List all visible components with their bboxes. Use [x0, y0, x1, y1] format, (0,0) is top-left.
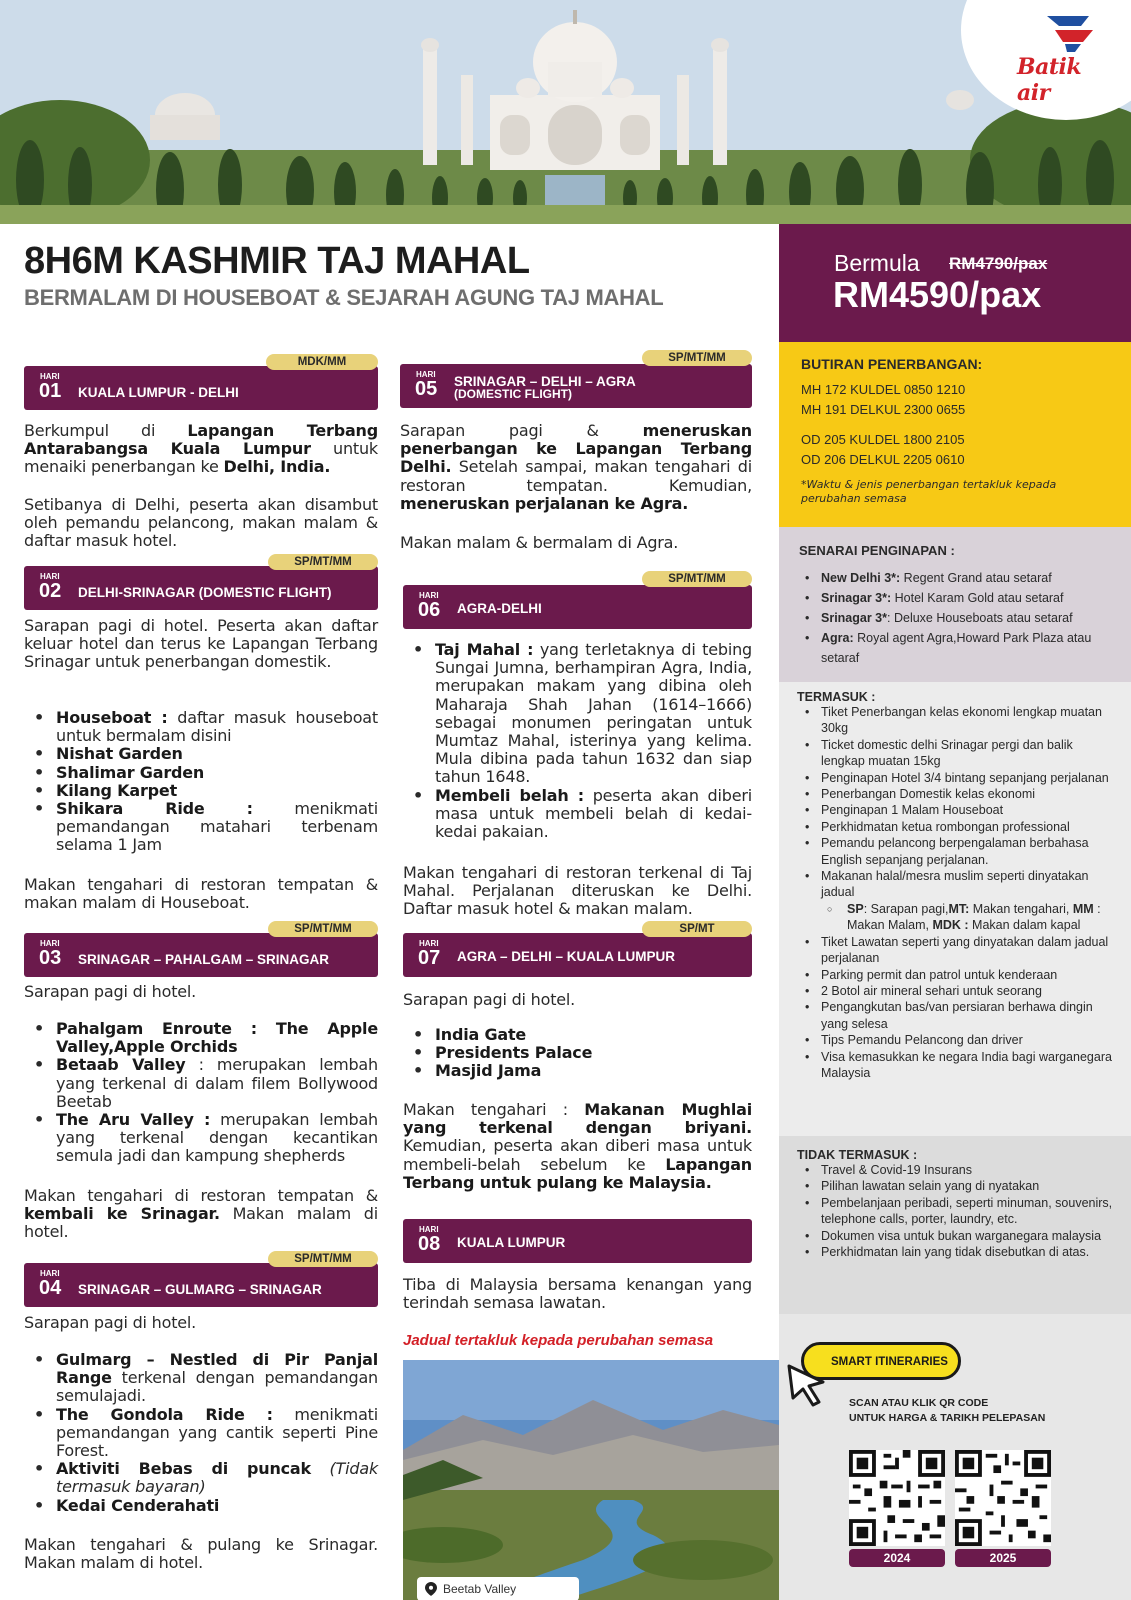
- list-item: • The Gondola Ride : menikmati pemandangan yang cantik seperti Pine Forest.: [24, 1406, 378, 1461]
- list-item: • Pahalgam Enroute : The Apple Valley,Apple Orchids: [24, 1020, 378, 1056]
- list-item: • Pengangkutan bas/van persiaran berhawa dingin yang selesa: [797, 999, 1113, 1032]
- day5-meals: Makan malam & bermalam di Agra.: [400, 533, 679, 552]
- day7-list: [403, 1026, 752, 1081]
- day3-meals: Makan tengahari di restoran tempatan & kembali ke Srinagar. Makan malam di hotel.: [24, 1186, 378, 1242]
- list-item: • Masjid Jama: [403, 1062, 752, 1080]
- list-item: • Tips Pemandu Pelancong dan driver: [797, 1032, 1113, 1048]
- day6-meals: Makan tengahari di restoran terkenal di Taj Mahal. Perjalanan diteruskan ke Delhi. Daftar masuk hotel & makan malam.: [403, 863, 752, 919]
- day5-intro: Sarapan pagi & meneruskan penerbangan ke Lapangan Terbang Delhi. Setelah sampai, makan tengahari di restoran tempatan. Kemudian, meneruskan perjalanan ke Agra.: [400, 421, 752, 513]
- title-block: [24, 240, 764, 311]
- day2-meals: Makan tengahari di restoran tempatan & makan malam di Houseboat.: [24, 875, 378, 913]
- page-title: 8H6M KASHMIR TAJ MAHAL: [24, 240, 530, 282]
- qr-code-2025[interactable]: [955, 1450, 1051, 1546]
- list-item: • Visa kemasukkan ke negara India bagi warganegara Malaysia: [797, 1049, 1113, 1082]
- list-item: • Tiket Lawatan seperti yang dinyatakan dalam jadual perjalanan: [797, 934, 1113, 967]
- day-header-06: HARI 06 AGRA-DELHI SP/MT/MM: [403, 571, 752, 629]
- list-item: • Penginapan Hotel 3/4 bintang sepanjang perjalanan: [797, 770, 1113, 786]
- accommodation-list: [779, 527, 1131, 682]
- location-tag: Beetab Valley: [417, 1577, 579, 1600]
- qr-year-label: 2025: [955, 1549, 1051, 1567]
- list-item: • Pembelanjaan peribadi, seperti minuman, souvenirs, telephone calls, porter, laundry, etc.: [797, 1195, 1113, 1228]
- day-header-02: HARI 02 DELHI-SRINAGAR (DOMESTIC FLIGHT) SP/MT/MM: [24, 554, 378, 610]
- meal-codes: ○ SP: Sarapan pagi,MT: Makan tengahari, MM : Makan Malam, MDK : Makan dalam kapal: [797, 901, 1113, 934]
- day-header-05: HARI 05 SRINAGAR – DELHI – AGRA (DOMESTIC FLIGHT) SP/MT/MM: [400, 350, 752, 408]
- meal-tag: MDK/MM: [266, 354, 378, 370]
- flight-note: *Waktu & jenis penerbangan tertakluk kepada perubahan semasa: [801, 478, 1057, 505]
- list-item: • Taj Mahal : yang terletaknya di tebing Sungai Jumna, berhampiran Agra, India, merupakan makam yang dibina oleh Maharaja Shah Jahan (1614–1666) sebagai monumen peringatan untuk Mumtaz Mahal, isterinya yang kelima. Mula dibina pada tahun 1632 dan siap tahun 1648.: [403, 641, 752, 787]
- qr-year-label: 2024: [849, 1549, 945, 1567]
- beetab-valley-photo: [403, 1360, 779, 1600]
- day-header-04: HARI 04 SRINAGAR – GULMARG – SRINAGAR SP/MT/MM: [24, 1251, 378, 1307]
- cursor-icon: [785, 1362, 831, 1408]
- list-item: • Pilihan lawatan selain yang di nyatakan: [797, 1178, 1113, 1194]
- day6-list: [403, 641, 752, 841]
- scan-instructions: SCAN ATAU KLIK QR CODE UNTUK HARGA & TARIKH PELEPASAN: [849, 1397, 1046, 1424]
- list-item: • Perkhidmatan lain yang tidak disebutkan di atas.: [797, 1244, 1113, 1260]
- meal-tag: SP/MT: [642, 921, 752, 937]
- list-item: • 2 Botol air mineral sehari untuk seorang: [797, 983, 1113, 999]
- price-start-label: Bermula: [834, 250, 920, 276]
- price-old: RM4790/pax: [949, 254, 1048, 273]
- list-item: • Tiket Penerbangan kelas ekonomi lengkap muatan 30kg: [797, 704, 1113, 737]
- flight-line: MH 191 DELKUL 2300 0655: [801, 402, 966, 417]
- hero-banner: [0, 0, 1131, 224]
- list-item: • Srinagar 3*: Deluxe Houseboats atau setaraf: [799, 608, 1111, 628]
- meal-tag: SP/MT/MM: [642, 571, 752, 587]
- day7-intro: Sarapan pagi di hotel.: [403, 990, 576, 1009]
- list-item: • New Delhi 3*: Regent Grand atau setaraf: [799, 568, 1111, 588]
- list-item: • Dokumen visa untuk bukan warganegara malaysia: [797, 1228, 1113, 1244]
- day1-arrival: Setibanya di Delhi, peserta akan disambut oleh pemandu pelancong, makan malam & daftar masuk hotel.: [24, 495, 378, 551]
- day-header-08: HARI 08 KUALA LUMPUR: [403, 1219, 752, 1263]
- list-item: • Agra: Royal agent Agra,Howard Park Plaza atau setaraf: [799, 628, 1111, 668]
- list-item: • Pemandu pelancong berpengalaman berbahasa English sepanjang perjalanan.: [797, 835, 1113, 868]
- day1-intro: Berkumpul di Lapangan Terbang Antarabangsa Kuala Lumpur untuk menaiki penerbangan ke Delhi, India.: [24, 421, 378, 477]
- list-item: • Gulmarg – Nestled di Pir Panjal Range terkenal dengan pemandangan semulajadi.: [24, 1351, 378, 1406]
- wing-icon: [1037, 10, 1107, 56]
- logo-text: Batik air: [1017, 54, 1082, 106]
- list-item: • Parking permit dan patrol untuk kenderaan: [797, 967, 1113, 983]
- stay-heading: SENARAI PENGINAPAN :: [799, 543, 955, 558]
- list-item: • Makanan halal/mesra muslim seperti dinyatakan jadual: [797, 868, 1113, 901]
- excluded-list: [779, 1136, 1131, 1314]
- list-item: • The Aru Valley : merupakan lembah yang terkenal dengan kecantikan semula jadi dan kampung shepherds: [24, 1111, 378, 1166]
- flight-line: MH 172 KULDEL 0850 1210: [801, 382, 966, 397]
- list-item: • Penerbangan Domestik kelas ekonomi: [797, 786, 1113, 802]
- list-item: • Travel & Covid-19 Insurans: [797, 1162, 1113, 1178]
- included-list: [779, 682, 1131, 1136]
- flight-heading: BUTIRAN PENERBANGAN:: [801, 356, 983, 372]
- day7-meals: Makan tengahari : Makanan Mughlai yang terkenal dengan briyani. Kemudian, peserta akan diberi masa untuk membeli-belah sebelum ke Lapangan Terbang untuk pulang ke Malaysia.: [403, 1100, 752, 1192]
- included-heading: TERMASUK :: [797, 690, 876, 704]
- price-new: RM4590/pax: [833, 274, 1042, 315]
- qr-section: [779, 1314, 1131, 1600]
- qr-code-2024[interactable]: [849, 1450, 945, 1546]
- day-header-07: HARI 07 AGRA – DELHI – KUALA LUMPUR SP/MT: [403, 921, 752, 977]
- location-pin-icon: [425, 1582, 437, 1596]
- day8-intro: Tiba di Malaysia bersama kenangan yang terindah semasa lawatan.: [403, 1275, 752, 1313]
- list-item: • Presidents Palace: [403, 1044, 752, 1062]
- list-item: • Membeli belah : peserta akan diberi masa untuk membeli belah di kedai-kedai pakaian.: [403, 787, 752, 842]
- day2-intro: Sarapan pagi di hotel. Peserta akan daftar keluar hotel dan terus ke Lapangan Terbang Srinagar untuk penerbangan domestik.: [24, 616, 378, 672]
- price-box: [779, 224, 1131, 342]
- list-item: • Nishat Garden: [24, 745, 378, 763]
- schedule-note: Jadual tertakluk kepada perubahan semasa: [403, 1332, 714, 1349]
- meal-tag: SP/MT/MM: [268, 554, 378, 570]
- list-item: • Betaab Valley : merupakan lembah yang terkenal di dalam filem Bollywood Beetab: [24, 1056, 378, 1111]
- day4-meals: Makan tengahari & pulang ke Srinagar. Makan malam di hotel.: [24, 1535, 378, 1573]
- page-subtitle: BERMALAM DI HOUSEBOAT & SEJARAH AGUNG TAJ MAHAL: [24, 285, 664, 310]
- day3-intro: Sarapan pagi di hotel.: [24, 982, 197, 1001]
- list-item: • Srinagar 3*: Hotel Karam Gold atau setaraf: [799, 588, 1111, 608]
- list-item: • Houseboat : daftar masuk houseboat untuk bermalam disini: [24, 709, 378, 745]
- excluded-heading: TIDAK TERMASUK :: [797, 1148, 918, 1162]
- meal-tag: SP/MT/MM: [268, 1251, 378, 1267]
- day4-intro: Sarapan pagi di hotel.: [24, 1313, 197, 1332]
- flight-details: [779, 342, 1131, 527]
- list-item: • Kedai Cenderahati: [24, 1497, 378, 1515]
- list-item: • Ticket domestic delhi Srinagar pergi dan balik lengkap muatan 15kg: [797, 737, 1113, 770]
- day-header-01: HARI 01 KUALA LUMPUR - DELHI MDK/MM: [24, 354, 378, 410]
- day-header-03: HARI 03 SRINAGAR – PAHALGAM – SRINAGAR SP/MT/MM: [24, 921, 378, 977]
- day4-list: [24, 1351, 378, 1515]
- list-item: • India Gate: [403, 1026, 752, 1044]
- batik-air-logo: [1009, 8, 1119, 106]
- flight-line: OD 205 KULDEL 1800 2105: [801, 432, 965, 447]
- valley-image: [403, 1360, 779, 1600]
- list-item: • Kilang Karpet: [24, 782, 378, 800]
- list-item: • Aktiviti Bebas di puncak (Tidak termasuk bayaran): [24, 1460, 378, 1496]
- list-item: • Perkhidmatan ketua rombongan professional: [797, 819, 1113, 835]
- day2-list: [24, 709, 378, 855]
- list-item: • Shalimar Garden: [24, 764, 378, 782]
- flight-line: OD 206 DELKUL 2205 0610: [801, 452, 965, 467]
- day3-list: [24, 1020, 378, 1166]
- list-item: • Penginapan 1 Malam Houseboat: [797, 802, 1113, 818]
- smart-itineraries-label: SMART ITINERARIES: [831, 1356, 948, 1368]
- meal-tag: SP/MT/MM: [642, 350, 752, 366]
- meal-tag: SP/MT/MM: [268, 921, 378, 937]
- list-item: • Shikara Ride : menikmati pemandangan matahari terbenam selama 1 Jam: [24, 800, 378, 855]
